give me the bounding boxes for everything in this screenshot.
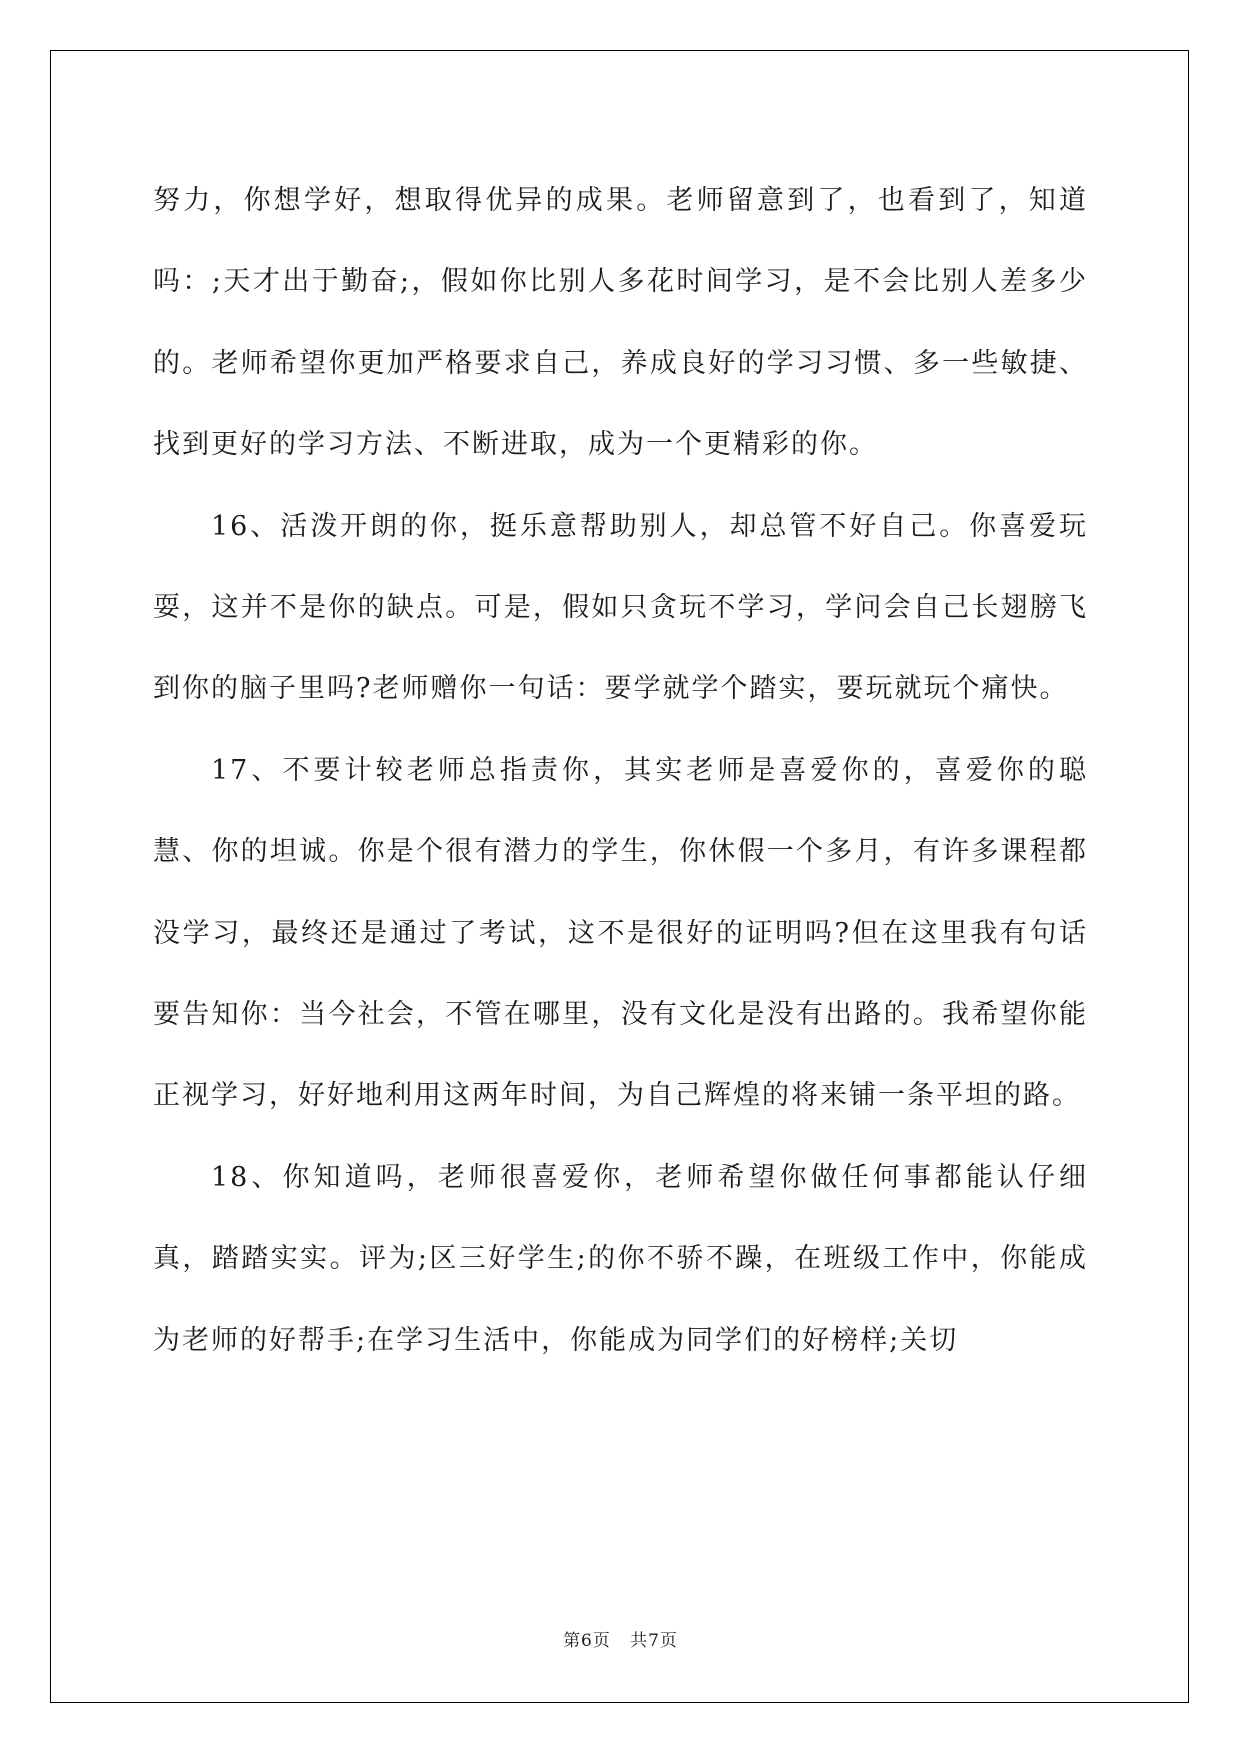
paragraph-continuation: 努力，你想学好，想取得优异的成果。老师留意到了，也看到了，知道吗：;天才出于勤奋;，假如你比别人多花时间学习，是不会比别人差多少的。老师希望你更加严格要求自己，养成良好的学习习惯、多一些敏捷、找到更好的学习方法、不断进取，成为一个更精彩的你。 bbox=[153, 185, 1088, 461]
document-body bbox=[153, 160, 1088, 1381]
paragraph-17: 17、不要计较老师总指责你，其实老师是喜爱你的，喜爱你的聪慧、你的坦诚。你是个很有潜力的学生，你休假一个多月，有许多课程都没学习，最终还是通过了考试，这不是很好的证明吗?但在这里我有句话要告知你：当今社会，不管在哪里，没有文化是没有出路的。我希望你能正视学习，好好地利用这两年时间，为自己辉煌的将来铺一条平坦的路。 bbox=[153, 754, 1088, 1112]
page-total: 共7页 bbox=[630, 1631, 678, 1651]
page-number: 第6页 bbox=[563, 1631, 611, 1651]
paragraph-16: 16、活泼开朗的你，挺乐意帮助别人，却总管不好自己。你喜爱玩耍，这并不是你的缺点。可是，假如只贪玩不学习，学问会自己长翅膀飞到你的脑子里吗?老师赠你一句话：要学就学个踏实，要玩就玩个痛快。 bbox=[153, 510, 1088, 705]
page-footer bbox=[0, 1626, 1241, 1651]
paragraph-18: 18、你知道吗，老师很喜爱你，老师希望你做任何事都能认仔细真，踏踏实实。评为;区三好学生;的你不骄不躁，在班级工作中，你能成为老师的好帮手;在学习生活中，你能成为同学们的好榜样;关切 bbox=[153, 1161, 1088, 1356]
